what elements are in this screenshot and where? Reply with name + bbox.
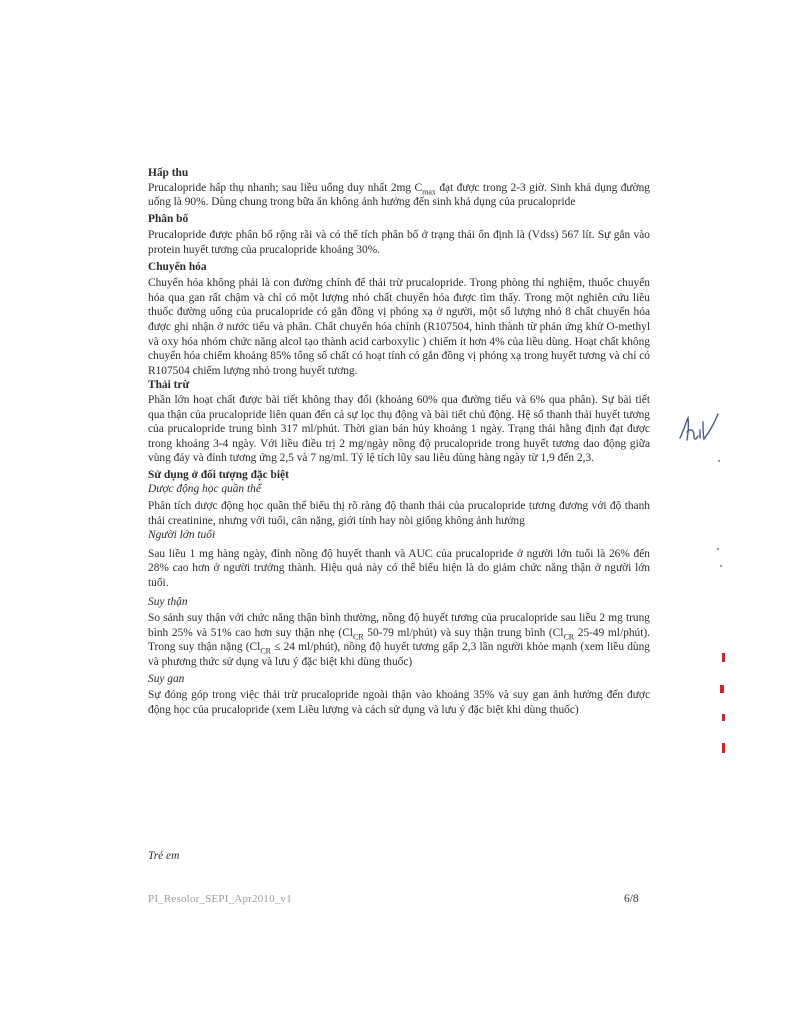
scan-speck xyxy=(717,548,719,550)
subtitle-elderly: Người lớn tuổi xyxy=(148,529,216,542)
renal-sub-1: CR xyxy=(352,632,364,642)
paragraph-elimination: Phần lớn hoạt chất được bài tiết không thay đổi (khoảng 60% qua đường tiểu và 6% qua phân). Sự bài tiết qua thận của prucalopride liên quan đến cả sự lọc thụ động và bài tiết chủ động. Hệ số thanh thải huyết tương của prucalopride trung bình 317 ml/phút. Thời gian bán hủy khoảng 1 ngày. Trạng thái hằng định đạt được trong khoảng 3-4 ngày. Với liều điều trị 2 mg/ngày nồng độ prucalopride trong huyết tương dao động giữa vùng đáy và đỉnh tương ứng 2,5 và 7 ng/ml. Tỷ lệ tích lũy sau liều dùng hàng ngày từ 1,9 đến 2,3. xyxy=(148,393,650,465)
subtitle-hepatic: Suy gan xyxy=(148,672,185,685)
absorption-text-post: đạt được trong 2-3 giờ. Sinh khả dụng đường uống là 90%. Dùng chung trong bữa ăn không ảnh hưởng đến sinh khả dụng của prucalopride xyxy=(148,181,650,209)
renal-sub-3: CR xyxy=(260,646,271,656)
footer-document-id: PI_Resolor_SEPI_Apr2010_v1 xyxy=(148,893,292,905)
paragraph-hepatic: Sự đóng góp trong việc thải trừ prucalopride ngoài thận vào khoảng 35% và suy gan ảnh hưởng đến được động học của prucalopride (xem Liều lượng và cách sử dụng và lưu ý đặc biệt khi dùng thuốc) xyxy=(148,689,650,716)
paragraph-population-pk: Phân tích dược động học quần thể biểu thị rõ ràng độ thanh thải của prucalopride tương đương với độ thanh thải creatinine, nhưng với tuổi, cân nặng, giới tính hay nòi giống không ảnh hưởng xyxy=(148,500,650,527)
subtitle-renal: Suy thận xyxy=(148,595,188,608)
section-title-absorption: Hấp thu xyxy=(148,167,189,179)
paragraph-distribution: Prucalopride được phân bố rộng rãi và có thể tích phân bố ở trạng thái ổn định là (Vdss) 567 lít. Sự gắn vào protein huyết tương của prucalopride khoảng 30%. xyxy=(148,229,650,256)
renal-text-d: ≤ 24 ml/phút), nồng độ huyết tương gấp 2,3 lần người khỏe mạnh (xem liều dùng và phương thức sử dụng và lưu ý đặc biệt khi dùng thuốc) xyxy=(148,641,650,668)
paragraph-metabolism: Chuyển hóa không phải là con đường chính để thải trừ prucalopride. Trong phòng thí nghiệm, thuốc chuyển hóa qua gan rất chậm và chỉ có một lượng nhỏ chất chuyển hóa được tìm thấy. Trong một nghiên cứu liều thuốc đường uống của prucalopride có gắn đồng vị phóng xạ ở người, một số lượng nhỏ 8 chất chuyển hóa được ghi nhận ở nước tiểu và phân. Chất chuyển hóa chính (R107504, hình thành từ phản ứng khử O-methyl và oxy hóa nhóm chức năng alcol tạo thành acid carboxylic ) chiếm ít hơn 4% của liều dùng. Hoạt chất không chuyển hóa chiếm khoảng 85% tổng số chất có hoạt tính có gắn đồng vị phóng xạ trong huyết tương và chỉ có R107504 chiếm lượng nhỏ trong huyết tương. xyxy=(148,277,650,377)
footer-page-number: 6/8 xyxy=(624,893,639,905)
subtitle-population-pk: Dược động học quần thể xyxy=(148,483,261,496)
handwritten-signature xyxy=(676,408,720,448)
scan-mark xyxy=(722,743,725,753)
scan-speck xyxy=(718,460,720,462)
absorption-text-pre: Prucalopride hấp thụ nhanh; sau liều uống duy nhất 2mg C xyxy=(148,181,423,194)
renal-text-a: So sánh suy thận với chức năng thận bình thường, nồng độ huyết tương của prucalopride sau liều 2 mg trung bình 25% và 51% cao hơn suy thận nhẹ (Cl xyxy=(148,612,650,639)
section-title-special-populations: Sử dụng ở đối tượng đặc biệt xyxy=(148,468,289,481)
scan-mark xyxy=(720,685,724,693)
section-title-distribution: Phân bố xyxy=(148,212,189,225)
subtitle-children: Trẻ em xyxy=(148,850,180,862)
scan-mark xyxy=(722,714,725,721)
paragraph-renal xyxy=(148,611,650,669)
section-title-metabolism: Chuyển hóa xyxy=(148,260,207,273)
paragraph-absorption xyxy=(148,181,650,210)
paragraph-elderly: Sau liều 1 mg hàng ngày, đỉnh nồng độ huyết thanh và AUC của prucalopride ở người lớn tuổi là 26% đến 28% cao hơn ở người trưởng thành. Hiệu quả này có thể biểu hiện là do giảm chức năng thận ở người lớn tuổi. xyxy=(148,547,650,590)
section-title-elimination: Thải trừ xyxy=(148,379,190,392)
renal-text-c: 25-49 ml/phút). Trong suy thận nặng (Cl xyxy=(148,626,651,654)
renal-text-b: 50-79 ml/phút) và suy thận trung bình (Cl xyxy=(363,626,564,639)
scan-mark xyxy=(722,653,725,662)
scan-speck xyxy=(720,565,722,567)
document-body xyxy=(148,166,650,717)
renal-sub-2: CR xyxy=(563,632,575,642)
absorption-text-sub: max xyxy=(422,186,436,196)
